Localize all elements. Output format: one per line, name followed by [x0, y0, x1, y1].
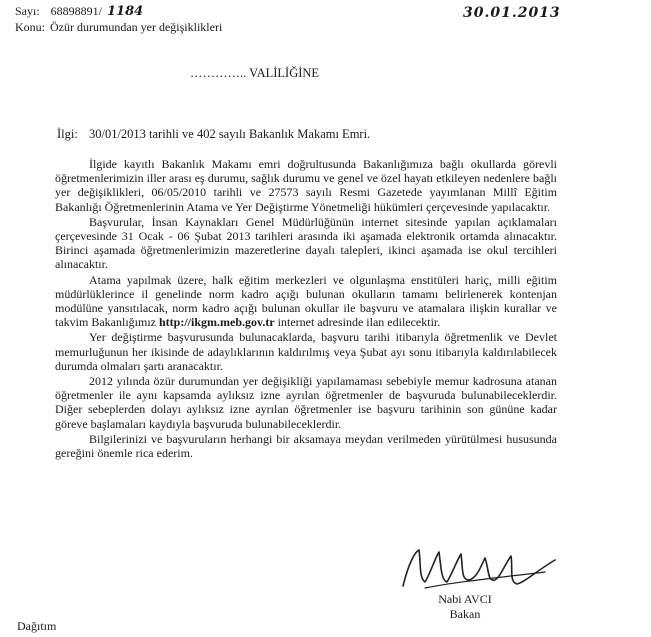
paragraph-4: Yer değiştirme başvurusunda bulunacaklarda, başvuru tarihi itibarıyla öğretmenlik ve Devlet memurluğunun her ikisinde de adaylıklarının kaldırılmış veya Şubat ayı sonu itibarıyla kaldırılabilecek durumda olmaları şartı aranacaktır. — [55, 330, 557, 373]
paragraph-5: 2012 yılında özür durumundan yer değişikliği yapılamaması sebebiyle memur kadrosuna atanan öğretmenler ile aynı kapsamda aylıksız izne ayrılan öğretmenler de başvuruda bulunabileceklerdir. Diğer sebeplerden dolayı aylıksız izne ayrılan öğretmenler ise başvuru tarihinin son gününe kadar göreve başlamaları kaydıyla başvuruda bulunabileceklerdir. — [55, 374, 557, 431]
addressee: ………….. VALİLİĞİNE — [190, 66, 320, 80]
paragraph-6: Bilgilerinizi ve başvuruların herhangi bir aksamaya meydan verilmeden yürütülmesi hususunda gereğini önemle rica ederim. — [55, 431, 557, 461]
reference-number — [15, 4, 143, 19]
paragraph-1: İlgide kayıtlı Bakanlık Makamı emri doğrultusunda Bakanlığımıza bağlı okullarda görevli öğretmenlerimizin iller arası eş durumu, sağlık durumu ve genel ve özel hayatı etkileyen nedenlere bağlı yer değişiklikleri, 06/05/2010 tarihli ve 27573 sayılı Resmi Gazetede yayımlanan Millî Eğitim Bakanlığı Öğretmenlerinin Atama ve Yer Değiştirme Yönetmeliği hükümleri çerçevesinde yapılacaktır. — [55, 157, 557, 214]
konu-text: Özür durumundan yer değişiklikleri — [50, 20, 223, 34]
signatory-name: Nabi AVCI — [438, 592, 492, 606]
paragraph-3 — [55, 273, 557, 330]
ilgi-label: İlgi: — [57, 127, 78, 141]
paragraph-2: Başvurular, İnsan Kaynakları Genel Müdürlüğünün internet sitesinde yapılan açıklamaları çerçevesinde 31 Ocak - 06 Şubat 2013 tarihleri arasında iki aşamada elektronik ortamda alınacaktır. Birinci aşamada öğretmenlerimizin mazeretlerine dayalı talepleri, ikinci aşamada ise okul tercihleri alınacaktır. — [55, 214, 557, 272]
handwritten-date: 30.01.2013 — [463, 5, 561, 21]
handwritten-signature — [395, 542, 565, 594]
paragraph-3-tail: internet adresinde ilan edilecektir. — [277, 315, 441, 330]
ilgi-text: 30/01/2013 tarihli ve 402 sayılı Bakanlık Makamı Emri. — [88, 127, 371, 141]
sayi-label: Sayı: — [15, 4, 40, 18]
distribution-label: Dağıtım — [17, 619, 57, 633]
reference-line — [57, 127, 370, 142]
konu-label: Konu: — [15, 20, 45, 34]
paragraph-3-text: Atama yapılmak üzere, halk eğitim merkezleri ve olgunlaşma enstitüleri hariç, milli eğitim müdürlüklerince il genelinde norm kadro açığı bulunan okulların tamamı belirlenerek kontenjan modülüne yansıtılacak, norm kadro açığı bulunan okullar ile başvuru ve atamalara ilişkin kurallar ve takvim Bakanlığımız — [55, 272, 557, 330]
signatory-title: Bakan — [449, 607, 481, 621]
subject-line — [15, 20, 222, 34]
website-link: http://ikgm.meb.gov.tr — [158, 315, 275, 330]
handwritten-number: 1184 — [107, 4, 144, 19]
letter-body — [55, 157, 557, 460]
sayi-number: 68898891/ — [50, 4, 103, 18]
